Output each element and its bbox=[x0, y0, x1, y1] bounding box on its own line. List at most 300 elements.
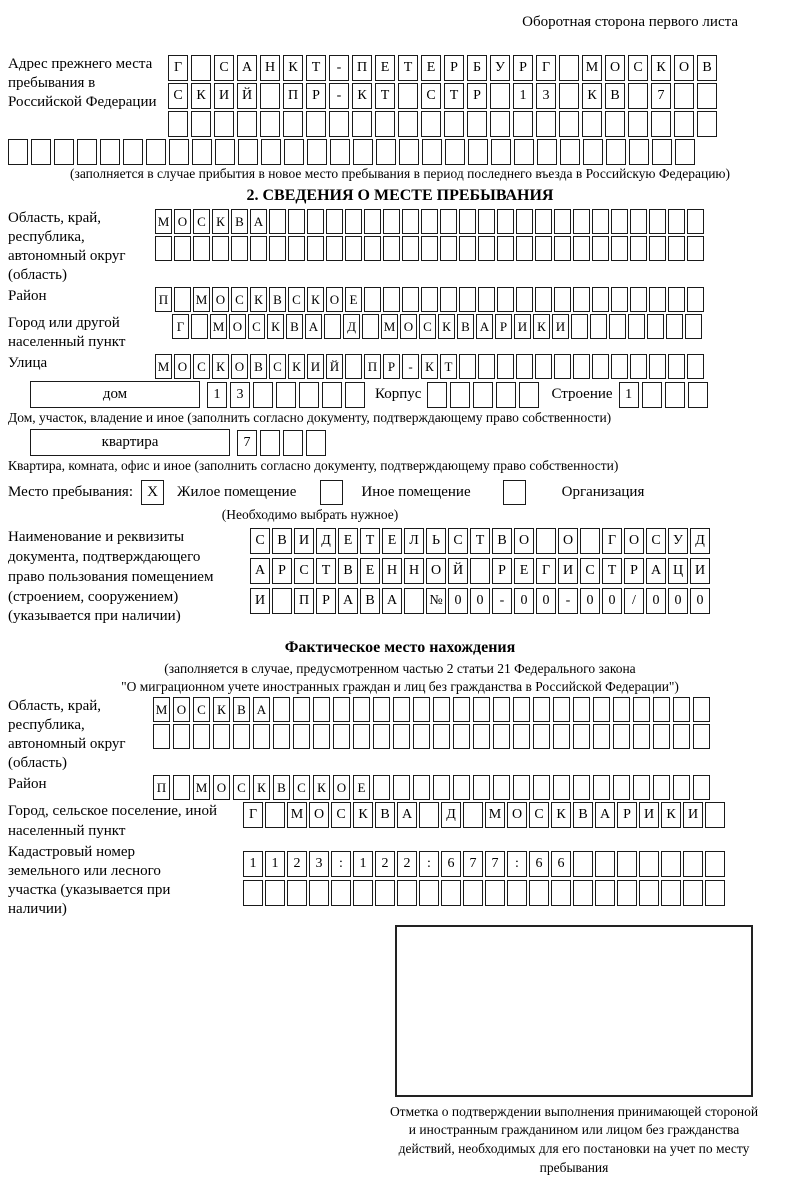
char-box[interactable]: № bbox=[426, 588, 446, 614]
char-box[interactable] bbox=[688, 382, 708, 408]
char-box[interactable] bbox=[535, 236, 552, 261]
char-box[interactable]: Р bbox=[467, 83, 487, 109]
char-box[interactable] bbox=[168, 111, 188, 137]
char-box[interactable]: И bbox=[250, 588, 270, 614]
char-box[interactable]: С bbox=[248, 314, 265, 339]
checkbox-residential[interactable]: X bbox=[141, 480, 164, 505]
char-box[interactable] bbox=[613, 775, 630, 800]
char-box[interactable] bbox=[673, 724, 690, 749]
char-box[interactable] bbox=[639, 851, 659, 877]
char-box[interactable] bbox=[497, 236, 514, 261]
char-box[interactable] bbox=[440, 209, 457, 234]
char-box[interactable] bbox=[661, 880, 681, 906]
char-box[interactable] bbox=[513, 775, 530, 800]
char-box[interactable]: Р bbox=[495, 314, 512, 339]
char-box[interactable] bbox=[653, 697, 670, 722]
char-box[interactable] bbox=[571, 314, 588, 339]
char-box[interactable]: В bbox=[492, 528, 512, 554]
char-box[interactable]: М bbox=[210, 314, 227, 339]
char-box[interactable] bbox=[617, 880, 637, 906]
char-box[interactable]: - bbox=[492, 588, 512, 614]
char-box[interactable]: Е bbox=[345, 287, 362, 312]
char-box[interactable]: Т bbox=[375, 83, 395, 109]
char-box[interactable] bbox=[463, 802, 483, 828]
char-box[interactable] bbox=[606, 139, 626, 165]
char-box[interactable] bbox=[123, 139, 143, 165]
char-box[interactable] bbox=[313, 724, 330, 749]
char-box[interactable]: О bbox=[605, 55, 625, 81]
char-box[interactable] bbox=[153, 724, 170, 749]
char-box[interactable] bbox=[630, 209, 647, 234]
char-box[interactable]: Р bbox=[492, 558, 512, 584]
char-box[interactable]: С bbox=[448, 528, 468, 554]
char-box[interactable] bbox=[554, 209, 571, 234]
char-box[interactable]: А bbox=[305, 314, 322, 339]
char-box[interactable] bbox=[491, 139, 511, 165]
char-box[interactable] bbox=[322, 382, 342, 408]
char-box[interactable]: А bbox=[338, 588, 358, 614]
char-box[interactable] bbox=[559, 55, 579, 81]
char-box[interactable] bbox=[440, 287, 457, 312]
char-box[interactable] bbox=[516, 287, 533, 312]
char-box[interactable] bbox=[533, 724, 550, 749]
char-box[interactable] bbox=[253, 382, 273, 408]
char-box[interactable] bbox=[613, 724, 630, 749]
char-box[interactable] bbox=[364, 287, 381, 312]
char-box[interactable] bbox=[470, 558, 490, 584]
char-box[interactable] bbox=[459, 354, 476, 379]
char-box[interactable]: Л bbox=[404, 528, 424, 554]
char-box[interactable]: П bbox=[294, 588, 314, 614]
char-box[interactable] bbox=[595, 880, 615, 906]
char-box[interactable]: / bbox=[624, 588, 644, 614]
char-box[interactable] bbox=[583, 139, 603, 165]
char-box[interactable]: П bbox=[283, 83, 303, 109]
char-box[interactable]: К bbox=[438, 314, 455, 339]
char-box[interactable]: А bbox=[237, 55, 257, 81]
char-box[interactable]: К bbox=[253, 775, 270, 800]
char-box[interactable] bbox=[383, 236, 400, 261]
char-box[interactable] bbox=[353, 880, 373, 906]
char-box[interactable] bbox=[590, 314, 607, 339]
char-box[interactable] bbox=[647, 314, 664, 339]
char-box[interactable]: В bbox=[697, 55, 717, 81]
char-box[interactable]: О bbox=[674, 55, 694, 81]
char-box[interactable] bbox=[352, 111, 372, 137]
char-box[interactable] bbox=[473, 724, 490, 749]
char-box[interactable] bbox=[674, 83, 694, 109]
char-box[interactable] bbox=[653, 775, 670, 800]
char-box[interactable] bbox=[519, 382, 539, 408]
char-box[interactable]: О bbox=[231, 354, 248, 379]
char-box[interactable] bbox=[537, 139, 557, 165]
char-box[interactable] bbox=[313, 697, 330, 722]
char-box[interactable]: К bbox=[250, 287, 267, 312]
char-box[interactable] bbox=[473, 775, 490, 800]
char-box[interactable]: Р bbox=[513, 55, 533, 81]
char-box[interactable] bbox=[306, 111, 326, 137]
char-box[interactable] bbox=[559, 111, 579, 137]
char-box[interactable] bbox=[404, 588, 424, 614]
char-box[interactable] bbox=[215, 139, 235, 165]
char-box[interactable]: П bbox=[155, 287, 172, 312]
char-box[interactable] bbox=[287, 880, 307, 906]
char-box[interactable]: К bbox=[212, 354, 229, 379]
char-box[interactable]: О bbox=[507, 802, 527, 828]
char-box[interactable]: Е bbox=[360, 558, 380, 584]
char-box[interactable]: О bbox=[212, 287, 229, 312]
char-box[interactable] bbox=[329, 111, 349, 137]
char-box[interactable]: Е bbox=[421, 55, 441, 81]
char-box[interactable]: Д bbox=[441, 802, 461, 828]
char-box[interactable]: С bbox=[421, 83, 441, 109]
char-box[interactable]: С bbox=[294, 558, 314, 584]
char-box[interactable]: 0 bbox=[690, 588, 710, 614]
char-box[interactable] bbox=[551, 880, 571, 906]
char-box[interactable] bbox=[364, 209, 381, 234]
char-box[interactable] bbox=[592, 209, 609, 234]
char-box[interactable]: О bbox=[229, 314, 246, 339]
char-box[interactable] bbox=[533, 697, 550, 722]
char-box[interactable] bbox=[649, 209, 666, 234]
char-box[interactable] bbox=[375, 880, 395, 906]
char-box[interactable]: 2 bbox=[287, 851, 307, 877]
char-box[interactable] bbox=[611, 236, 628, 261]
char-box[interactable]: 7 bbox=[651, 83, 671, 109]
char-box[interactable]: Б bbox=[467, 55, 487, 81]
char-box[interactable] bbox=[516, 354, 533, 379]
char-box[interactable] bbox=[353, 697, 370, 722]
char-box[interactable] bbox=[345, 209, 362, 234]
char-box[interactable]: О bbox=[624, 528, 644, 554]
char-box[interactable] bbox=[496, 382, 516, 408]
char-box[interactable]: А bbox=[382, 588, 402, 614]
char-box[interactable]: С bbox=[231, 287, 248, 312]
char-box[interactable] bbox=[554, 354, 571, 379]
char-box[interactable] bbox=[573, 236, 590, 261]
char-box[interactable] bbox=[238, 139, 258, 165]
char-box[interactable] bbox=[169, 139, 189, 165]
char-box[interactable] bbox=[674, 111, 694, 137]
char-box[interactable] bbox=[685, 314, 702, 339]
char-box[interactable] bbox=[642, 382, 662, 408]
char-box[interactable] bbox=[174, 236, 191, 261]
char-box[interactable]: А bbox=[476, 314, 493, 339]
char-box[interactable]: С bbox=[646, 528, 666, 554]
char-box[interactable]: Ь bbox=[426, 528, 446, 554]
char-box[interactable] bbox=[8, 139, 28, 165]
char-box[interactable] bbox=[265, 880, 285, 906]
char-box[interactable]: 0 bbox=[470, 588, 490, 614]
char-box[interactable] bbox=[493, 724, 510, 749]
char-box[interactable]: 0 bbox=[602, 588, 622, 614]
char-box[interactable] bbox=[493, 697, 510, 722]
char-box[interactable] bbox=[651, 111, 671, 137]
char-box[interactable] bbox=[260, 430, 280, 456]
char-box[interactable]: К bbox=[191, 83, 211, 109]
checkbox-organization[interactable] bbox=[503, 480, 526, 505]
char-box[interactable]: В bbox=[286, 314, 303, 339]
char-box[interactable] bbox=[467, 111, 487, 137]
char-box[interactable]: М bbox=[153, 697, 170, 722]
char-box[interactable]: 0 bbox=[580, 588, 600, 614]
char-box[interactable] bbox=[490, 111, 510, 137]
char-box[interactable] bbox=[593, 724, 610, 749]
char-box[interactable]: Е bbox=[375, 55, 395, 81]
char-box[interactable] bbox=[393, 724, 410, 749]
char-box[interactable] bbox=[687, 209, 704, 234]
char-box[interactable]: Р bbox=[383, 354, 400, 379]
char-box[interactable]: 7 bbox=[463, 851, 483, 877]
char-box[interactable]: 2 bbox=[375, 851, 395, 877]
char-box[interactable]: Т bbox=[316, 558, 336, 584]
char-box[interactable]: И bbox=[214, 83, 234, 109]
char-box[interactable] bbox=[284, 139, 304, 165]
char-box[interactable] bbox=[629, 139, 649, 165]
char-box[interactable] bbox=[573, 287, 590, 312]
char-box[interactable] bbox=[497, 354, 514, 379]
char-box[interactable]: О bbox=[213, 775, 230, 800]
char-box[interactable] bbox=[31, 139, 51, 165]
char-box[interactable]: 6 bbox=[529, 851, 549, 877]
char-box[interactable]: К bbox=[267, 314, 284, 339]
char-box[interactable]: В bbox=[457, 314, 474, 339]
char-box[interactable] bbox=[613, 697, 630, 722]
char-box[interactable]: 3 bbox=[230, 382, 250, 408]
char-box[interactable] bbox=[611, 209, 628, 234]
char-box[interactable] bbox=[427, 382, 447, 408]
char-box[interactable]: В bbox=[233, 697, 250, 722]
char-box[interactable] bbox=[536, 111, 556, 137]
char-box[interactable]: А bbox=[397, 802, 417, 828]
char-box[interactable]: 1 bbox=[243, 851, 263, 877]
char-box[interactable] bbox=[459, 236, 476, 261]
char-box[interactable]: Н bbox=[260, 55, 280, 81]
char-box[interactable] bbox=[473, 697, 490, 722]
char-box[interactable] bbox=[687, 354, 704, 379]
char-box[interactable]: Н bbox=[382, 558, 402, 584]
char-box[interactable]: С bbox=[193, 697, 210, 722]
char-box[interactable] bbox=[536, 528, 556, 554]
char-box[interactable] bbox=[633, 724, 650, 749]
char-box[interactable]: С bbox=[331, 802, 351, 828]
char-box[interactable]: О bbox=[426, 558, 446, 584]
char-box[interactable]: Т bbox=[306, 55, 326, 81]
char-box[interactable] bbox=[307, 209, 324, 234]
char-box[interactable] bbox=[413, 775, 430, 800]
char-box[interactable] bbox=[307, 139, 327, 165]
char-box[interactable]: И bbox=[514, 314, 531, 339]
char-box[interactable]: 1 bbox=[353, 851, 373, 877]
char-box[interactable]: Г bbox=[168, 55, 188, 81]
char-box[interactable]: М bbox=[287, 802, 307, 828]
char-box[interactable]: Р bbox=[617, 802, 637, 828]
char-box[interactable]: Д bbox=[690, 528, 710, 554]
char-box[interactable] bbox=[54, 139, 74, 165]
char-box[interactable]: 7 bbox=[237, 430, 257, 456]
char-box[interactable] bbox=[373, 724, 390, 749]
char-box[interactable] bbox=[326, 236, 343, 261]
char-box[interactable] bbox=[683, 880, 703, 906]
char-box[interactable]: К bbox=[213, 697, 230, 722]
char-box[interactable] bbox=[478, 209, 495, 234]
char-box[interactable]: Е bbox=[338, 528, 358, 554]
char-box[interactable] bbox=[383, 287, 400, 312]
char-box[interactable]: В bbox=[573, 802, 593, 828]
char-box[interactable] bbox=[398, 83, 418, 109]
char-box[interactable]: И bbox=[307, 354, 324, 379]
char-box[interactable]: Т bbox=[440, 354, 457, 379]
char-box[interactable] bbox=[633, 697, 650, 722]
char-box[interactable] bbox=[560, 139, 580, 165]
char-box[interactable] bbox=[193, 724, 210, 749]
char-box[interactable] bbox=[250, 236, 267, 261]
char-box[interactable] bbox=[554, 287, 571, 312]
char-box[interactable] bbox=[513, 111, 533, 137]
char-box[interactable] bbox=[419, 802, 439, 828]
char-box[interactable] bbox=[362, 314, 379, 339]
char-box[interactable] bbox=[421, 209, 438, 234]
char-box[interactable] bbox=[592, 236, 609, 261]
char-box[interactable] bbox=[675, 139, 695, 165]
char-box[interactable] bbox=[513, 724, 530, 749]
char-box[interactable] bbox=[326, 209, 343, 234]
char-box[interactable]: - bbox=[329, 83, 349, 109]
char-box[interactable] bbox=[383, 209, 400, 234]
char-box[interactable] bbox=[192, 139, 212, 165]
char-box[interactable] bbox=[213, 724, 230, 749]
char-box[interactable] bbox=[375, 111, 395, 137]
char-box[interactable]: А bbox=[646, 558, 666, 584]
char-box[interactable] bbox=[174, 287, 191, 312]
char-box[interactable] bbox=[333, 724, 350, 749]
char-box[interactable] bbox=[421, 236, 438, 261]
char-box[interactable]: 7 bbox=[485, 851, 505, 877]
char-box[interactable] bbox=[573, 697, 590, 722]
char-box[interactable]: О bbox=[400, 314, 417, 339]
char-box[interactable]: П bbox=[153, 775, 170, 800]
char-box[interactable]: В bbox=[231, 209, 248, 234]
char-box[interactable] bbox=[146, 139, 166, 165]
char-box[interactable] bbox=[535, 209, 552, 234]
char-box[interactable]: С bbox=[193, 209, 210, 234]
char-box[interactable] bbox=[345, 382, 365, 408]
char-box[interactable] bbox=[433, 775, 450, 800]
char-box[interactable] bbox=[497, 287, 514, 312]
char-box[interactable] bbox=[373, 697, 390, 722]
char-box[interactable] bbox=[573, 775, 590, 800]
char-box[interactable] bbox=[445, 139, 465, 165]
char-box[interactable] bbox=[376, 139, 396, 165]
char-box[interactable] bbox=[402, 209, 419, 234]
char-box[interactable] bbox=[155, 236, 172, 261]
char-box[interactable]: И bbox=[690, 558, 710, 584]
char-box[interactable]: Р bbox=[272, 558, 292, 584]
char-box[interactable] bbox=[553, 697, 570, 722]
char-box[interactable] bbox=[593, 697, 610, 722]
char-box[interactable] bbox=[237, 111, 257, 137]
char-box[interactable]: О bbox=[174, 354, 191, 379]
char-box[interactable]: К bbox=[551, 802, 571, 828]
char-box[interactable]: 1 bbox=[619, 382, 639, 408]
char-box[interactable] bbox=[422, 139, 442, 165]
char-box[interactable] bbox=[269, 209, 286, 234]
char-box[interactable] bbox=[243, 880, 263, 906]
char-box[interactable] bbox=[553, 724, 570, 749]
char-box[interactable] bbox=[433, 724, 450, 749]
char-box[interactable]: Д bbox=[316, 528, 336, 554]
char-box[interactable] bbox=[705, 851, 725, 877]
char-box[interactable] bbox=[592, 287, 609, 312]
char-box[interactable]: : bbox=[331, 851, 351, 877]
char-box[interactable] bbox=[580, 528, 600, 554]
char-box[interactable]: П bbox=[364, 354, 381, 379]
char-box[interactable] bbox=[705, 802, 725, 828]
char-box[interactable]: А bbox=[250, 209, 267, 234]
char-box[interactable]: В bbox=[375, 802, 395, 828]
char-box[interactable] bbox=[421, 287, 438, 312]
char-box[interactable]: Р bbox=[444, 55, 464, 81]
char-box[interactable] bbox=[364, 236, 381, 261]
char-box[interactable]: А bbox=[250, 558, 270, 584]
char-box[interactable] bbox=[661, 851, 681, 877]
char-box[interactable] bbox=[611, 287, 628, 312]
char-box[interactable]: В bbox=[250, 354, 267, 379]
char-box[interactable] bbox=[652, 139, 672, 165]
char-box[interactable]: Ц bbox=[668, 558, 688, 584]
char-box[interactable] bbox=[77, 139, 97, 165]
char-box[interactable]: К bbox=[421, 354, 438, 379]
char-box[interactable] bbox=[272, 588, 292, 614]
char-box[interactable]: 1 bbox=[265, 851, 285, 877]
char-box[interactable] bbox=[535, 287, 552, 312]
char-box[interactable]: В bbox=[272, 528, 292, 554]
char-box[interactable]: Й bbox=[237, 83, 257, 109]
char-box[interactable] bbox=[402, 236, 419, 261]
char-box[interactable] bbox=[441, 880, 461, 906]
char-box[interactable] bbox=[683, 851, 703, 877]
char-box[interactable] bbox=[554, 236, 571, 261]
char-box[interactable] bbox=[478, 354, 495, 379]
char-box[interactable]: О bbox=[173, 697, 190, 722]
char-box[interactable] bbox=[293, 697, 310, 722]
char-box[interactable] bbox=[191, 55, 211, 81]
char-box[interactable]: С bbox=[193, 354, 210, 379]
char-box[interactable] bbox=[288, 236, 305, 261]
char-box[interactable] bbox=[649, 287, 666, 312]
char-box[interactable] bbox=[649, 236, 666, 261]
char-box[interactable]: 0 bbox=[668, 588, 688, 614]
char-box[interactable] bbox=[444, 111, 464, 137]
char-box[interactable]: К bbox=[288, 354, 305, 379]
char-box[interactable] bbox=[191, 111, 211, 137]
char-box[interactable]: С bbox=[233, 775, 250, 800]
char-box[interactable]: Т bbox=[602, 558, 622, 584]
char-box[interactable] bbox=[593, 775, 610, 800]
char-box[interactable] bbox=[402, 287, 419, 312]
char-box[interactable] bbox=[450, 382, 470, 408]
char-box[interactable]: 2 bbox=[397, 851, 417, 877]
char-box[interactable] bbox=[573, 851, 593, 877]
char-box[interactable] bbox=[253, 724, 270, 749]
char-box[interactable] bbox=[697, 83, 717, 109]
char-box[interactable]: К bbox=[352, 83, 372, 109]
char-box[interactable] bbox=[233, 724, 250, 749]
char-box[interactable] bbox=[592, 354, 609, 379]
char-box[interactable] bbox=[559, 83, 579, 109]
char-box[interactable] bbox=[265, 802, 285, 828]
char-box[interactable]: И bbox=[639, 802, 659, 828]
